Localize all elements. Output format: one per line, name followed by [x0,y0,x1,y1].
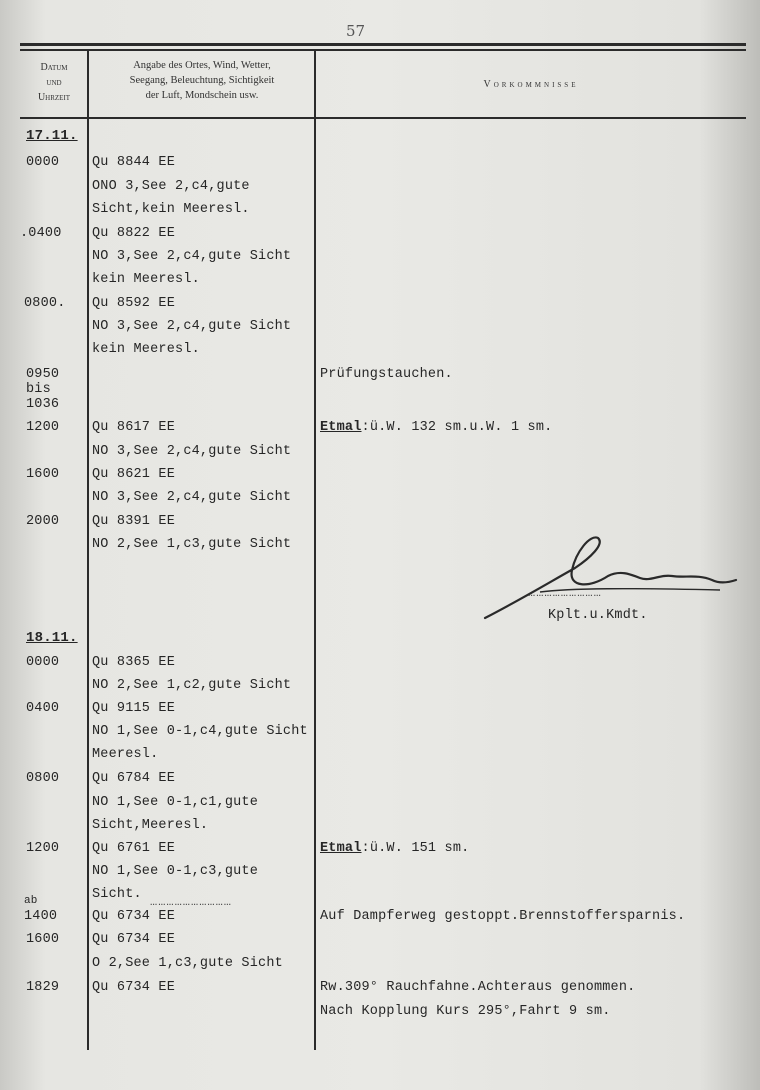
day1-0000-line2: ONO 3,See 2,c4,gute [92,179,250,194]
day2-event-rauchfahne: Rw.309° Rauchfahne.Achteraus genommen. [320,980,636,995]
header-events: Vorkommnisse [483,79,579,90]
day1-1200-line2: NO 3,See 2,c4,gute Sicht [92,444,292,459]
day1-2000-line2: NO 2,See 1,c3,gute Sicht [92,537,292,552]
day2-0400-line2: NO 1,See 0-1,c4,gute Sicht [92,724,308,739]
day2-event-etmal [320,841,469,856]
day1-0000-line3: Sicht,kein Meeresl. [92,202,250,217]
day2-0000-line2: NO 2,See 1,c2,gute Sicht [92,678,292,693]
header-place-line-1: Angabe des Ortes, Wind, Wetter, [133,60,271,71]
day2-1200-line2: NO 1,See 0-1,c3,gute [92,864,259,879]
day2-time-0000: 0000 [26,655,60,670]
header-place-line-3: der Luft, Mondschein usw. [145,90,259,101]
page-number: 57 [346,22,366,40]
day1-2000-line1: Qu 8391 EE [92,514,176,529]
top-rule [20,43,746,46]
day2-0400-line3: Meeresl. [92,747,159,762]
day2-event-kopplung: Nach Kopplung Kurs 295°,Fahrt 9 sm. [320,1004,611,1019]
day2-time-0400: 0400 [26,701,60,716]
signature-title: Kplt.u.Kmdt. [548,608,648,623]
day2-time-1600: 1600 [26,932,60,947]
day1-0800-line2: NO 3,See 2,c4,gute Sicht [92,319,292,334]
day1-time-1600: 1600 [26,467,60,482]
day2-1829-line1: Qu 6734 EE [92,980,176,995]
day2-1600-line2: O 2,See 1,c3,gute Sicht [92,956,283,971]
day1-0400-line1: Qu 8822 EE [92,226,176,241]
etmal-label-2: Etmal [320,841,362,856]
day2-time-1400: 1400 [24,909,58,924]
header-date-line-2: und [46,77,62,88]
day2-event-dampferweg: Auf Dampferweg gestoppt.Brennstoffersparnis. [320,909,686,924]
day2-1200-line1: Qu 6761 EE [92,841,176,856]
day1-event-pruefungstauchen: Prüfungstauchen. [320,367,453,382]
day1-time-2000: 2000 [26,514,60,529]
day1-1200-line1: Qu 8617 EE [92,420,176,435]
day2-0800-line3: Sicht,Meeresl. [92,818,209,833]
day1-time-bis: bis [26,382,51,397]
day1-time-0000: 0000 [26,155,60,170]
top-rule-2 [20,49,746,51]
col-rule-2 [314,50,316,1050]
header-place-line-2: Seegang, Beleuchtung, Sichtigkeit [129,75,275,86]
day1-1600-line1: Qu 8621 EE [92,467,176,482]
day1-1600-line2: NO 3,See 2,c4,gute Sicht [92,490,292,505]
day2-0800-line1: Qu 6784 EE [92,771,176,786]
day2-0000-line1: Qu 8365 EE [92,655,176,670]
day2-time-0800: 0800 [26,771,60,786]
header-place [90,58,314,103]
day1-0800-line3: kein Meeresl. [92,342,200,357]
dotted-separator: ………………………… [150,895,233,909]
day2-1200-line3: Sicht. [92,887,142,902]
day2-time-ab: ab [24,895,38,907]
day1-0000-line1: Qu 8844 EE [92,155,176,170]
header-date-line-3: Uhrzeit [37,92,71,103]
etmal-label: Etmal [320,420,362,435]
header-date-line-1: Datum [40,62,68,73]
day1-time-1036: 1036 [26,397,60,412]
day1-time-0400: .0400 [20,226,62,241]
day1-event-etmal [320,420,552,435]
day1-time-1200: 1200 [26,420,60,435]
day1-time-0800: 0800. [24,296,66,311]
day2-1400-line1: Qu 6734 EE [92,909,176,924]
etmal-value-2: :ü.W. 151 sm. [361,841,470,856]
etmal-value: :ü.W. 132 sm.u.W. 1 sm. [361,420,553,435]
col-rule-1 [87,50,89,1050]
day2-0800-line2: NO 1,See 0-1,c1,gute [92,795,259,810]
header-bottom-rule [20,117,746,119]
day2-time-1200: 1200 [26,841,60,856]
day1-0800-line1: Qu 8592 EE [92,296,176,311]
day2-time-1829: 1829 [26,980,60,995]
day1-date: 17.11. [26,128,78,144]
day1-0400-line2: NO 3,See 2,c4,gute Sicht [92,249,292,264]
signature-dotted-line: ……………………… [528,586,602,600]
day2-date: 18.11. [26,630,78,646]
day1-0400-line3: kein Meeresl. [92,272,200,287]
day1-time-0950: 0950 [26,367,60,382]
day2-1600-line1: Qu 6734 EE [92,932,176,947]
header-date [22,60,86,105]
day2-0400-line1: Qu 9115 EE [92,701,176,716]
